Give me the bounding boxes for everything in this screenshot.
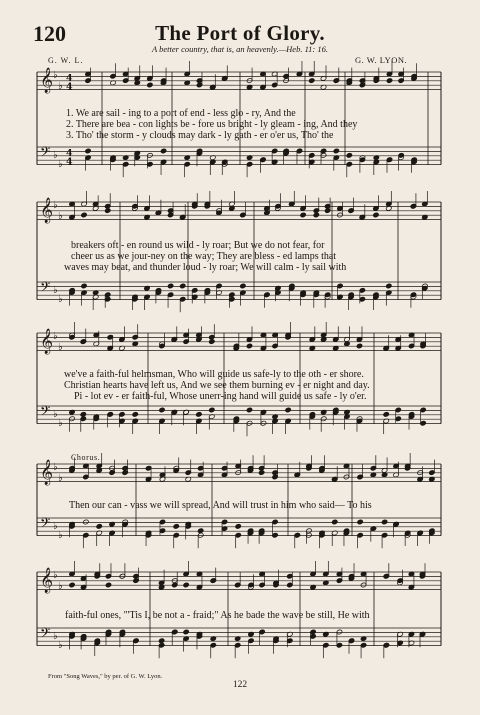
note-head bbox=[246, 343, 252, 349]
lyric-line: 1. We are sail - ing to a port of end - less glo - ry, And the bbox=[66, 108, 296, 119]
flat-icon: ♭ bbox=[53, 200, 58, 211]
flat-icon: ♭ bbox=[53, 462, 58, 473]
note-head bbox=[235, 524, 241, 530]
note-head bbox=[313, 212, 319, 218]
chorus-label: Chorus. bbox=[71, 453, 101, 462]
time-signature: 4 bbox=[66, 81, 73, 93]
note-head bbox=[183, 629, 189, 635]
music-notes bbox=[69, 61, 435, 658]
note-head bbox=[357, 519, 363, 525]
note-head bbox=[105, 582, 111, 588]
note-head bbox=[133, 638, 139, 644]
treble-clef-icon: 𝄞 bbox=[40, 198, 54, 223]
note-head bbox=[80, 412, 86, 418]
flat-icon: ♭ bbox=[53, 631, 58, 642]
lyric-line: waves may beat, and thunder loud - ly roar; We will calm - ly sail with bbox=[64, 262, 347, 273]
note-head bbox=[179, 283, 185, 289]
note-head bbox=[197, 528, 203, 534]
lyric-line: cheer us as we jour-ney on the way; They are bless - ed lamps that bbox=[71, 251, 337, 262]
note-head bbox=[80, 339, 86, 345]
treble-clef-icon: 𝄞 bbox=[40, 460, 54, 485]
note-head bbox=[373, 212, 379, 218]
flat-icon: ♭ bbox=[58, 530, 63, 541]
note-head bbox=[234, 582, 240, 588]
note-head bbox=[83, 519, 89, 525]
note-head bbox=[210, 578, 216, 584]
treble-clef-icon: 𝄞 bbox=[40, 329, 54, 354]
flat-icon: ♭ bbox=[53, 570, 58, 581]
flat-icon: ♭ bbox=[58, 81, 63, 92]
page-number: 122 bbox=[232, 680, 248, 690]
note-head bbox=[357, 474, 363, 480]
lyric-line: 3. Tho' the storm - y clouds may dark - ly gath - er o'er us, Tho' the bbox=[66, 130, 334, 141]
note-head bbox=[383, 412, 389, 418]
note-head bbox=[196, 412, 202, 418]
lyric-line: faith-ful ones, "'Tis I, be not a - fraid;" As he bade the wave be still, He with bbox=[65, 610, 370, 621]
lyric-line: we've a faith-ful helmsman, Who will guide us safe-ly to the oth - er shore. bbox=[64, 369, 364, 380]
note-head bbox=[171, 629, 177, 635]
flat-icon: ♭ bbox=[53, 521, 58, 532]
flat-icon: ♭ bbox=[58, 159, 63, 170]
lyricist-credit: G. W. L. bbox=[48, 56, 84, 65]
flat-icon: ♭ bbox=[53, 331, 58, 342]
note-head bbox=[296, 148, 302, 154]
note-head bbox=[356, 343, 362, 349]
note-head bbox=[159, 407, 165, 413]
note-head bbox=[183, 582, 189, 588]
note-head bbox=[158, 638, 164, 644]
note-head bbox=[107, 412, 113, 418]
bass-clef-icon: 𝄢 bbox=[40, 279, 51, 298]
note-head bbox=[147, 82, 153, 88]
note-head bbox=[386, 157, 392, 163]
flat-icon: ♭ bbox=[53, 150, 58, 161]
note-head bbox=[381, 519, 387, 525]
time-signature: 4 bbox=[66, 147, 73, 159]
note-head bbox=[240, 212, 246, 218]
note-head bbox=[69, 582, 75, 588]
bass-clef-icon: 𝄢 bbox=[40, 144, 51, 163]
note-head bbox=[240, 283, 246, 289]
lyric-line: breakers oft - en round us wild - ly roar; But we do not fear, for bbox=[71, 240, 325, 251]
note-head bbox=[85, 148, 91, 154]
note-head bbox=[81, 212, 87, 218]
note-head bbox=[264, 292, 270, 298]
note-head bbox=[209, 339, 215, 345]
flat-icon: ♭ bbox=[58, 473, 63, 484]
note-head bbox=[285, 407, 291, 413]
lyric-line: 2. There are bea - con lights be - fore us bright - ly gleam - ing, And they bbox=[66, 119, 358, 130]
hymn-title: The Port of Glory. bbox=[155, 21, 325, 45]
hymn-number: 120 bbox=[33, 21, 66, 46]
note-head bbox=[331, 519, 337, 525]
note-head bbox=[308, 78, 314, 84]
note-head bbox=[246, 407, 252, 413]
flat-icon: ♭ bbox=[53, 70, 58, 81]
time-signature: 4 bbox=[66, 72, 73, 84]
bass-clef-icon: 𝄢 bbox=[40, 515, 51, 534]
note-head bbox=[132, 412, 138, 418]
note-head bbox=[96, 524, 102, 530]
staff-lines bbox=[37, 67, 441, 651]
bass-clef-icon: 𝄢 bbox=[40, 625, 51, 644]
note-head bbox=[383, 573, 389, 579]
note-head bbox=[167, 283, 173, 289]
composer-credit: G. W. LYON. bbox=[355, 55, 408, 65]
flat-icon: ♭ bbox=[58, 640, 63, 651]
note-head bbox=[398, 153, 404, 159]
note-head bbox=[104, 208, 110, 214]
bass-clef-icon: 𝄢 bbox=[40, 403, 51, 422]
note-head bbox=[333, 148, 339, 154]
time-signature: 4 bbox=[66, 156, 73, 168]
note-head bbox=[160, 148, 166, 154]
note-head bbox=[410, 203, 416, 209]
flat-icon: ♭ bbox=[58, 342, 63, 353]
lyric-line: Christian hearts have left us, And we see them burning ev - er night and day. bbox=[64, 380, 370, 391]
source-credit: From "Song Waves," by per. of G. W. Lyon. bbox=[48, 673, 163, 680]
flat-icon: ♭ bbox=[58, 211, 63, 222]
flat-icon: ♭ bbox=[53, 285, 58, 296]
flat-icon: ♭ bbox=[58, 581, 63, 592]
flat-icon: ♭ bbox=[53, 409, 58, 420]
flat-icon: ♭ bbox=[58, 418, 63, 429]
note-head bbox=[333, 78, 339, 84]
lyric-line: Then our can - vass we will spread, And will trust in him who said— To his bbox=[69, 500, 372, 511]
note-head bbox=[386, 283, 392, 289]
note-head bbox=[258, 470, 264, 476]
note-head bbox=[346, 153, 352, 159]
scripture-epigraph: A better country, that is, an heavenly.—Heb. 11: 16. bbox=[151, 44, 329, 54]
note-head bbox=[386, 78, 392, 84]
note-head bbox=[173, 524, 179, 530]
treble-clef-icon: 𝄞 bbox=[40, 568, 54, 593]
note-head bbox=[383, 642, 389, 648]
note-head bbox=[260, 157, 266, 163]
note-head bbox=[81, 283, 87, 289]
note-head bbox=[69, 334, 75, 340]
lyric-line: Pi - lot ev - er faith-ful, Whose unerr-ing hand will guide us safe - ly o'er. bbox=[74, 391, 367, 402]
note-head bbox=[209, 407, 215, 413]
note-head bbox=[300, 212, 306, 218]
flat-icon: ♭ bbox=[58, 294, 63, 305]
treble-clef-icon: 𝄞 bbox=[40, 68, 54, 93]
note-head bbox=[259, 629, 265, 635]
